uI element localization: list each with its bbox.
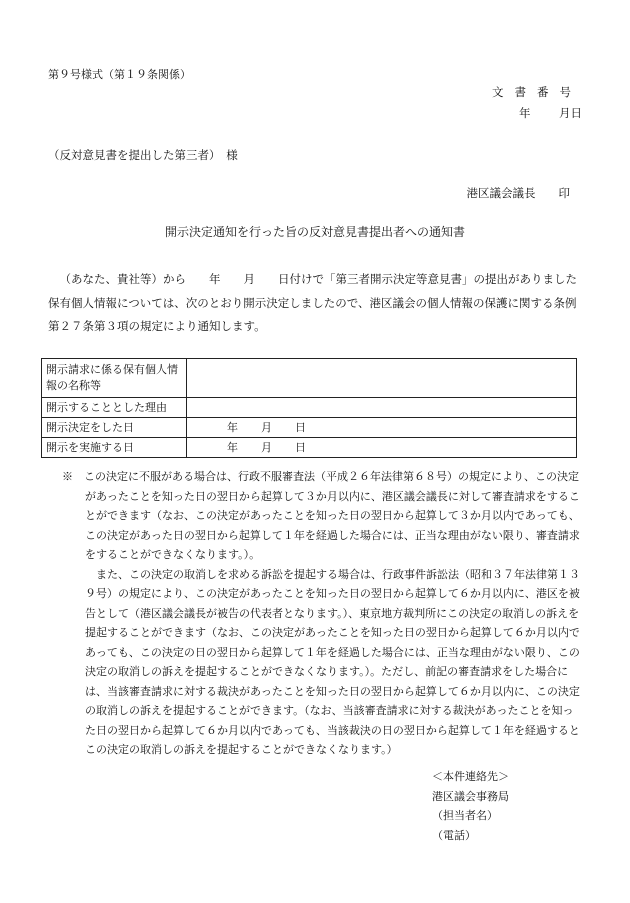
note-lawsuit: また、この決定の取消しを求める訴訟を提起する場合は、行政事件訴訟法（昭和３７年法律第１３９号）の規定により、この決定があったことを知った日の翌日から起算して６か月以内に、港区を被告として（港区議会議長が被告の代表者となります。）、東京地方裁判所にこの決定の取消しの訴えを提起することができます（なお、この決定があったことを知った日の翌日から起算して６か月以内であっても、この決定の日の翌日から起算して１年を経過した場合には、正当な理由がない限り、この決定の取消しの訴えを提起することができなくなります。）。ただし、前記の審査請求をした場合には、当該審査請求に対する裁決があったことを知った日の翌日から起算して６か月以内に、この決定の取消しの訴えを提起することができます。（なお、当該審査請求に対する裁決があったことを知った日の翌日から起算して６か月以内であっても、当該裁決の日の翌日から起算して１年を経過するとこの決定の取消しの訴えを提起することができなくなります。） bbox=[85, 567, 580, 756]
date-month: 月 bbox=[261, 440, 272, 454]
row-label-reason: 開示することとした理由 bbox=[42, 398, 187, 418]
date-day: 日 bbox=[295, 420, 306, 434]
contact-heading: ＜本件連絡先＞ bbox=[432, 770, 509, 783]
contact-office: 港区議会事務局 bbox=[432, 789, 509, 803]
row-value-info-name bbox=[187, 359, 577, 398]
contact-phone: （電話） bbox=[432, 828, 476, 842]
sender-line: 港区議会議長 印 bbox=[466, 186, 570, 200]
table-row bbox=[42, 359, 577, 398]
table-row bbox=[42, 418, 577, 438]
row-value-implementation-date bbox=[187, 438, 577, 458]
row-value-reason bbox=[187, 398, 577, 418]
date-month: 月 bbox=[559, 106, 571, 120]
contact-block bbox=[432, 767, 509, 845]
note-appeal: ※ この決定に不服がある場合は、行政不服審査法（平成２６年法律第６８号）の規定により、この決定があったことを知った日の翌日から起算して３か月以内に、港区議会議長に対して審査請求をすることができます（なお、この決定があったことを知った日の翌日から起算して３か月以内であっても、この決定があった日の翌日から起算して１年を経過した場合には、正当な理由がない限り、審査請求をすることができなくなります。）。 bbox=[62, 470, 580, 561]
row-value-decision-date bbox=[187, 418, 577, 438]
date-year: 年 bbox=[519, 106, 531, 120]
contact-person: （担当者名） bbox=[432, 809, 498, 822]
body-text: （あなた、貴社等）から 年 月 日付けで「第三者開示決定等意見書」の提出がありました保有個人情報については、次のとおり開示決定しましたので、港区議会の個人情報の保護に関する条例第２７条第３項の規定により通知します。 bbox=[48, 272, 577, 333]
date-day: 日 bbox=[295, 440, 306, 454]
form-number-label: 第９号様式（第１９条関係） bbox=[48, 68, 191, 81]
recipient-line: （反対意見書を提出した第三者） 様 bbox=[48, 148, 238, 162]
date-month: 月 bbox=[261, 420, 272, 434]
document-number: 文書番号 bbox=[492, 85, 582, 99]
row-label-info-name: 開示請求に係る保有個人情報の名称等 bbox=[42, 359, 187, 398]
table-row bbox=[42, 438, 577, 458]
body-paragraph bbox=[48, 268, 582, 339]
date-year: 年 bbox=[227, 440, 238, 454]
document-date bbox=[491, 105, 583, 121]
date-year: 年 bbox=[227, 420, 238, 434]
document-title: 開示決定通知を行った旨の反対意見書提出者への通知書 bbox=[164, 225, 465, 239]
date-day: 日 bbox=[570, 106, 582, 120]
notes-section bbox=[62, 467, 582, 760]
table-row bbox=[42, 398, 577, 418]
disclosure-table bbox=[41, 358, 577, 458]
row-label-implementation-date: 開示を実施する日 bbox=[42, 438, 187, 458]
row-label-decision-date: 開示決定をした日 bbox=[42, 418, 187, 438]
